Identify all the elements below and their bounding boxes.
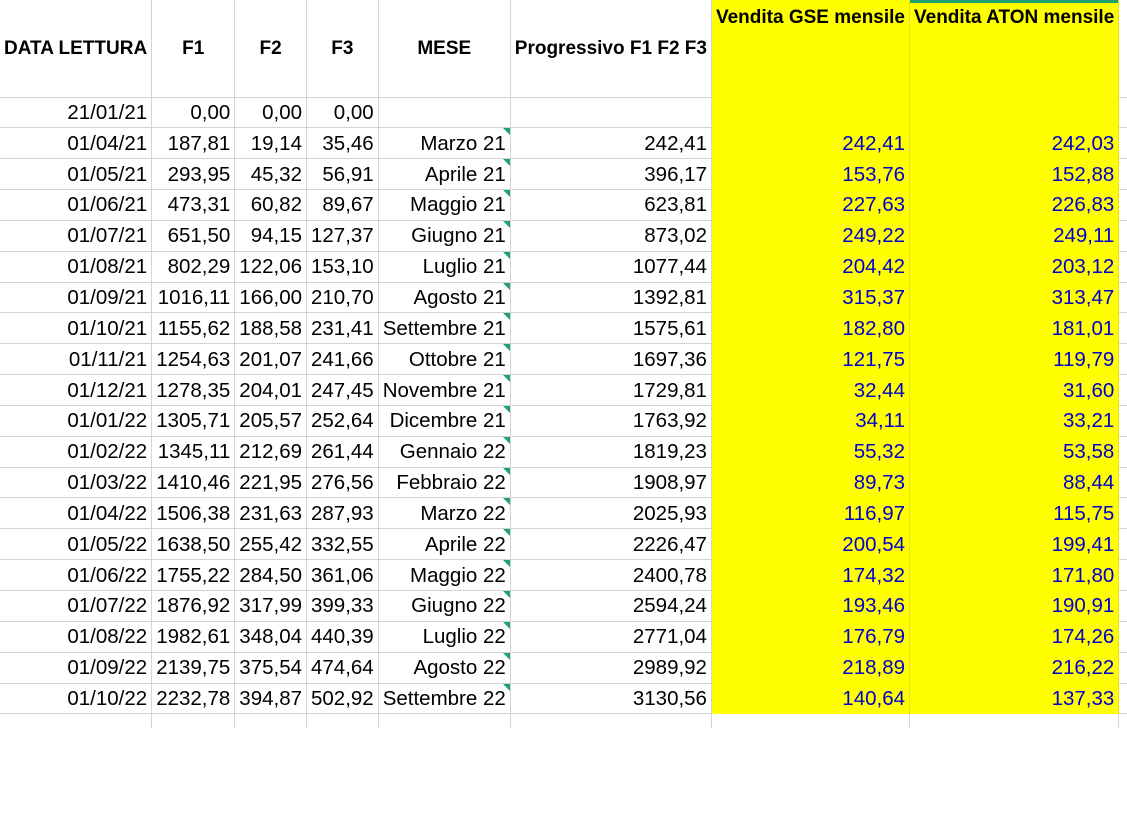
cell-progressivo[interactable]: 623,81 bbox=[510, 190, 711, 221]
cell-f2[interactable]: 205,57 bbox=[235, 405, 307, 436]
cell-progressivo[interactable]: 1077,44 bbox=[510, 251, 711, 282]
cell-f3[interactable]: 361,06 bbox=[307, 560, 379, 591]
header-mese[interactable]: MESE bbox=[378, 0, 510, 97]
cell-mese[interactable]: Ottobre 21 bbox=[378, 344, 510, 375]
header-f2[interactable]: F2 bbox=[235, 0, 307, 97]
cell-vendita-gse[interactable]: 55,32 bbox=[711, 436, 909, 467]
cell-progressivo[interactable]: 242,41 bbox=[510, 128, 711, 159]
cell-f1[interactable]: 1278,35 bbox=[152, 375, 235, 406]
cell-vendita-gse[interactable]: 153,76 bbox=[711, 159, 909, 190]
cell-mese[interactable]: Giugno 22 bbox=[378, 591, 510, 622]
cell-f2[interactable]: 19,14 bbox=[235, 128, 307, 159]
table-row bbox=[0, 128, 1127, 159]
cell-vendita-aton[interactable]: 88,44 bbox=[910, 467, 1119, 498]
comment-indicator-icon bbox=[503, 375, 510, 382]
cell-f1[interactable]: 1305,71 bbox=[152, 405, 235, 436]
cell-f2[interactable]: 201,07 bbox=[235, 344, 307, 375]
cell-mese[interactable]: Giugno 21 bbox=[378, 220, 510, 251]
cell-vendita-gse[interactable]: 200,54 bbox=[711, 529, 909, 560]
table-row bbox=[0, 529, 1127, 560]
cell-f2[interactable]: 284,50 bbox=[235, 560, 307, 591]
empty-cell[interactable] bbox=[235, 714, 307, 728]
table-row bbox=[0, 313, 1127, 344]
empty-cell[interactable] bbox=[1119, 621, 1127, 652]
table-row bbox=[0, 190, 1127, 221]
table-row bbox=[0, 436, 1127, 467]
empty-cell[interactable] bbox=[1119, 436, 1127, 467]
cell-f3[interactable]: 252,64 bbox=[307, 405, 379, 436]
cell-mese[interactable]: Aprile 21 bbox=[378, 159, 510, 190]
cell-vendita-gse[interactable]: 140,64 bbox=[711, 683, 909, 714]
cell-progressivo[interactable] bbox=[510, 97, 711, 128]
cell-vendita-aton[interactable]: 199,41 bbox=[910, 529, 1119, 560]
cell-mese[interactable]: Aprile 22 bbox=[378, 529, 510, 560]
cell-f3[interactable]: 231,41 bbox=[307, 313, 379, 344]
empty-cell[interactable] bbox=[711, 714, 909, 728]
table-row bbox=[0, 467, 1127, 498]
empty-cell[interactable] bbox=[1119, 159, 1127, 190]
cell-data-lettura[interactable]: 01/10/22 bbox=[0, 683, 152, 714]
cell-mese[interactable]: Agosto 22 bbox=[378, 652, 510, 683]
cell-mese[interactable]: Settembre 21 bbox=[378, 313, 510, 344]
table-row bbox=[0, 375, 1127, 406]
comment-indicator-icon bbox=[503, 529, 510, 536]
empty-cell[interactable] bbox=[1119, 190, 1127, 221]
comment-indicator-icon bbox=[503, 406, 510, 413]
cell-vendita-gse[interactable]: 34,11 bbox=[711, 405, 909, 436]
cell-mese[interactable]: Maggio 21 bbox=[378, 190, 510, 221]
table-row bbox=[0, 97, 1127, 128]
cell-f1[interactable]: 187,81 bbox=[152, 128, 235, 159]
comment-indicator-icon bbox=[503, 344, 510, 351]
cell-vendita-aton[interactable]: 171,80 bbox=[910, 560, 1119, 591]
cell-f2[interactable]: 394,87 bbox=[235, 683, 307, 714]
header-f1[interactable]: F1 bbox=[152, 0, 235, 97]
cell-progressivo[interactable]: 396,17 bbox=[510, 159, 711, 190]
cell-f2[interactable]: 188,58 bbox=[235, 313, 307, 344]
cell-data-lettura[interactable]: 01/07/21 bbox=[0, 220, 152, 251]
cell-vendita-gse[interactable]: 218,89 bbox=[711, 652, 909, 683]
table-row bbox=[0, 498, 1127, 529]
cell-progressivo[interactable]: 2594,24 bbox=[510, 591, 711, 622]
comment-indicator-icon bbox=[503, 498, 510, 505]
cell-vendita-aton[interactable]: 152,88 bbox=[910, 159, 1119, 190]
cell-mese[interactable]: Marzo 22 bbox=[378, 498, 510, 529]
cell-f1[interactable]: 0,00 bbox=[152, 97, 235, 128]
cell-vendita-aton[interactable]: 226,83 bbox=[910, 190, 1119, 221]
cell-f2[interactable]: 204,01 bbox=[235, 375, 307, 406]
comment-indicator-icon bbox=[503, 684, 510, 691]
cell-vendita-aton[interactable]: 31,60 bbox=[910, 375, 1119, 406]
cell-f2[interactable]: 0,00 bbox=[235, 97, 307, 128]
cell-vendita-aton[interactable]: 249,11 bbox=[910, 220, 1119, 251]
cell-vendita-aton[interactable]: 53,58 bbox=[910, 436, 1119, 467]
cell-f3[interactable]: 0,00 bbox=[307, 97, 379, 128]
comment-indicator-icon bbox=[503, 591, 510, 598]
empty-cell[interactable] bbox=[1119, 652, 1127, 683]
cell-vendita-aton[interactable]: 115,75 bbox=[910, 498, 1119, 529]
cell-data-lettura[interactable]: 01/08/22 bbox=[0, 621, 152, 652]
table-row bbox=[0, 159, 1127, 190]
cell-mese[interactable]: Agosto 21 bbox=[378, 282, 510, 313]
empty-cell[interactable] bbox=[1119, 529, 1127, 560]
empty-cell[interactable] bbox=[378, 714, 510, 728]
cell-f2[interactable]: 255,42 bbox=[235, 529, 307, 560]
cell-f1[interactable]: 802,29 bbox=[152, 251, 235, 282]
cell-mese[interactable]: Gennaio 22 bbox=[378, 436, 510, 467]
cell-f2[interactable]: 221,95 bbox=[235, 467, 307, 498]
empty-cell[interactable] bbox=[1119, 375, 1127, 406]
cell-vendita-aton[interactable]: 119,79 bbox=[910, 344, 1119, 375]
cell-vendita-aton[interactable]: 190,91 bbox=[910, 591, 1119, 622]
cell-progressivo[interactable]: 1697,36 bbox=[510, 344, 711, 375]
cell-vendita-gse[interactable]: 227,63 bbox=[711, 190, 909, 221]
cell-mese[interactable]: Marzo 21 bbox=[378, 128, 510, 159]
cell-data-lettura[interactable]: 01/12/21 bbox=[0, 375, 152, 406]
cell-vendita-aton[interactable]: 216,22 bbox=[910, 652, 1119, 683]
empty-cell[interactable] bbox=[910, 714, 1119, 728]
comment-indicator-icon bbox=[503, 622, 510, 629]
cell-vendita-gse[interactable]: 121,75 bbox=[711, 344, 909, 375]
cell-progressivo[interactable]: 2025,93 bbox=[510, 498, 711, 529]
cell-data-lettura[interactable]: 01/05/22 bbox=[0, 529, 152, 560]
empty-cell[interactable] bbox=[1119, 344, 1127, 375]
cell-f3[interactable]: 89,67 bbox=[307, 190, 379, 221]
comment-indicator-icon bbox=[503, 221, 510, 228]
cell-data-lettura[interactable]: 01/03/22 bbox=[0, 467, 152, 498]
empty-cell[interactable] bbox=[1119, 282, 1127, 313]
empty-cell[interactable] bbox=[1119, 128, 1127, 159]
cell-f3[interactable]: 261,44 bbox=[307, 436, 379, 467]
cell-progressivo[interactable]: 2226,47 bbox=[510, 529, 711, 560]
cell-f1[interactable]: 1410,46 bbox=[152, 467, 235, 498]
cell-f3[interactable]: 127,37 bbox=[307, 220, 379, 251]
cell-data-lettura[interactable]: 01/07/22 bbox=[0, 591, 152, 622]
cell-progressivo[interactable]: 1908,97 bbox=[510, 467, 711, 498]
cell-f3[interactable]: 287,93 bbox=[307, 498, 379, 529]
table-row bbox=[0, 621, 1127, 652]
cell-progressivo[interactable]: 1392,81 bbox=[510, 282, 711, 313]
cell-data-lettura[interactable]: 01/02/22 bbox=[0, 436, 152, 467]
empty-cell[interactable] bbox=[1119, 0, 1127, 97]
empty-cell[interactable] bbox=[1119, 313, 1127, 344]
cell-f1[interactable]: 1506,38 bbox=[152, 498, 235, 529]
cell-data-lettura[interactable]: 01/06/22 bbox=[0, 560, 152, 591]
cell-progressivo[interactable]: 1729,81 bbox=[510, 375, 711, 406]
cell-vendita-aton[interactable]: 242,03 bbox=[910, 128, 1119, 159]
cell-vendita-gse[interactable]: 89,73 bbox=[711, 467, 909, 498]
table-row bbox=[0, 560, 1127, 591]
cell-mese[interactable]: Luglio 21 bbox=[378, 251, 510, 282]
cell-vendita-gse[interactable]: 174,32 bbox=[711, 560, 909, 591]
cell-data-lettura[interactable]: 01/09/21 bbox=[0, 282, 152, 313]
header-vendita-gse[interactable]: Vendita GSE mensile bbox=[711, 0, 909, 97]
cell-f3[interactable]: 502,92 bbox=[307, 683, 379, 714]
cell-f3[interactable]: 332,55 bbox=[307, 529, 379, 560]
cell-mese[interactable]: Dicembre 21 bbox=[378, 405, 510, 436]
header-row bbox=[0, 0, 1127, 97]
cell-f3[interactable]: 56,91 bbox=[307, 159, 379, 190]
comment-indicator-icon bbox=[503, 283, 510, 290]
cell-mese[interactable]: Novembre 21 bbox=[378, 375, 510, 406]
cell-f3[interactable]: 35,46 bbox=[307, 128, 379, 159]
empty-cell[interactable] bbox=[1119, 220, 1127, 251]
empty-cell[interactable] bbox=[1119, 560, 1127, 591]
cell-mese[interactable]: Settembre 22 bbox=[378, 683, 510, 714]
table-row bbox=[0, 251, 1127, 282]
cell-vendita-gse[interactable] bbox=[711, 97, 909, 128]
empty-cell[interactable] bbox=[307, 714, 379, 728]
table-row bbox=[0, 220, 1127, 251]
header-f3[interactable]: F3 bbox=[307, 0, 379, 97]
comment-indicator-icon bbox=[503, 437, 510, 444]
cell-vendita-gse[interactable]: 249,22 bbox=[711, 220, 909, 251]
comment-indicator-icon bbox=[503, 159, 510, 166]
cell-data-lettura[interactable]: 01/09/22 bbox=[0, 652, 152, 683]
cell-f1[interactable]: 1254,63 bbox=[152, 344, 235, 375]
cell-data-lettura[interactable]: 01/04/21 bbox=[0, 128, 152, 159]
cell-vendita-aton[interactable]: 313,47 bbox=[910, 282, 1119, 313]
table-row bbox=[0, 591, 1127, 622]
cell-progressivo[interactable]: 1819,23 bbox=[510, 436, 711, 467]
cell-mese[interactable] bbox=[378, 97, 510, 128]
cell-vendita-gse[interactable]: 315,37 bbox=[711, 282, 909, 313]
cell-f1[interactable]: 1155,62 bbox=[152, 313, 235, 344]
cell-f2[interactable]: 212,69 bbox=[235, 436, 307, 467]
table-row bbox=[0, 714, 1127, 728]
cell-f3[interactable]: 276,56 bbox=[307, 467, 379, 498]
cell-f3[interactable]: 440,39 bbox=[307, 621, 379, 652]
cell-f3[interactable]: 399,33 bbox=[307, 591, 379, 622]
cell-data-lettura[interactable]: 21/01/21 bbox=[0, 97, 152, 128]
comment-indicator-icon bbox=[503, 128, 510, 135]
cell-f2[interactable]: 45,32 bbox=[235, 159, 307, 190]
cell-f1[interactable]: 1982,61 bbox=[152, 621, 235, 652]
comment-indicator-icon bbox=[503, 653, 510, 660]
cell-vendita-gse[interactable]: 242,41 bbox=[711, 128, 909, 159]
cell-vendita-aton[interactable]: 174,26 bbox=[910, 621, 1119, 652]
cell-f3[interactable]: 247,45 bbox=[307, 375, 379, 406]
table-row bbox=[0, 405, 1127, 436]
empty-cell[interactable] bbox=[1119, 591, 1127, 622]
cell-f1[interactable]: 2232,78 bbox=[152, 683, 235, 714]
cell-f1[interactable]: 1876,92 bbox=[152, 591, 235, 622]
header-data-lettura[interactable]: DATA LETTURA bbox=[0, 0, 152, 97]
cell-f3[interactable]: 153,10 bbox=[307, 251, 379, 282]
cell-vendita-gse[interactable]: 32,44 bbox=[711, 375, 909, 406]
cell-f1[interactable]: 1638,50 bbox=[152, 529, 235, 560]
cell-f3[interactable]: 241,66 bbox=[307, 344, 379, 375]
cell-progressivo[interactable]: 1575,61 bbox=[510, 313, 711, 344]
cell-f1[interactable]: 293,95 bbox=[152, 159, 235, 190]
empty-cell[interactable] bbox=[1119, 467, 1127, 498]
comment-indicator-icon bbox=[503, 560, 510, 567]
cell-mese[interactable]: Luglio 22 bbox=[378, 621, 510, 652]
cell-f2[interactable]: 348,04 bbox=[235, 621, 307, 652]
cell-f1[interactable]: 473,31 bbox=[152, 190, 235, 221]
cell-f2[interactable]: 94,15 bbox=[235, 220, 307, 251]
cell-f2[interactable]: 375,54 bbox=[235, 652, 307, 683]
empty-cell[interactable] bbox=[1119, 498, 1127, 529]
cell-progressivo[interactable]: 3130,56 bbox=[510, 683, 711, 714]
empty-cell[interactable] bbox=[510, 714, 711, 728]
cell-vendita-aton[interactable]: 137,33 bbox=[910, 683, 1119, 714]
comment-indicator-icon bbox=[503, 252, 510, 259]
cell-data-lettura[interactable]: 01/10/21 bbox=[0, 313, 152, 344]
cell-mese[interactable]: Febbraio 22 bbox=[378, 467, 510, 498]
empty-cell[interactable] bbox=[0, 714, 152, 728]
table-row bbox=[0, 683, 1127, 714]
cell-vendita-gse[interactable]: 176,79 bbox=[711, 621, 909, 652]
cell-vendita-aton[interactable]: 33,21 bbox=[910, 405, 1119, 436]
cell-vendita-gse[interactable]: 116,97 bbox=[711, 498, 909, 529]
empty-cell[interactable] bbox=[152, 714, 235, 728]
cell-data-lettura[interactable]: 01/11/21 bbox=[0, 344, 152, 375]
cell-vendita-aton[interactable] bbox=[910, 97, 1119, 128]
cell-f1[interactable]: 1016,11 bbox=[152, 282, 235, 313]
table-row bbox=[0, 282, 1127, 313]
cell-data-lettura[interactable]: 01/01/22 bbox=[0, 405, 152, 436]
cell-data-lettura[interactable]: 01/06/21 bbox=[0, 190, 152, 221]
cell-vendita-aton[interactable]: 181,01 bbox=[910, 313, 1119, 344]
cell-f3[interactable]: 474,64 bbox=[307, 652, 379, 683]
cell-f2[interactable]: 317,99 bbox=[235, 591, 307, 622]
empty-cell[interactable] bbox=[1119, 714, 1127, 728]
cell-f2[interactable]: 122,06 bbox=[235, 251, 307, 282]
cell-f1[interactable]: 1345,11 bbox=[152, 436, 235, 467]
empty-cell[interactable] bbox=[1119, 405, 1127, 436]
empty-cell[interactable] bbox=[1119, 683, 1127, 714]
table-row bbox=[0, 344, 1127, 375]
cell-f1[interactable]: 651,50 bbox=[152, 220, 235, 251]
cell-vendita-aton[interactable]: 203,12 bbox=[910, 251, 1119, 282]
empty-cell[interactable] bbox=[1119, 251, 1127, 282]
empty-cell[interactable] bbox=[1119, 97, 1127, 128]
cell-f2[interactable]: 231,63 bbox=[235, 498, 307, 529]
header-vendita-aton[interactable]: Vendita ATON mensile bbox=[910, 0, 1119, 97]
table-row bbox=[0, 652, 1127, 683]
comment-indicator-icon bbox=[503, 468, 510, 475]
cell-vendita-gse[interactable]: 182,80 bbox=[711, 313, 909, 344]
cell-vendita-gse[interactable]: 193,46 bbox=[711, 591, 909, 622]
cell-progressivo[interactable]: 873,02 bbox=[510, 220, 711, 251]
cell-f2[interactable]: 166,00 bbox=[235, 282, 307, 313]
cell-f2[interactable]: 60,82 bbox=[235, 190, 307, 221]
cell-data-lettura[interactable]: 01/05/21 bbox=[0, 159, 152, 190]
comment-indicator-icon bbox=[503, 190, 510, 197]
cell-progressivo[interactable]: 2989,92 bbox=[510, 652, 711, 683]
cell-progressivo[interactable]: 2400,78 bbox=[510, 560, 711, 591]
cell-f1[interactable]: 1755,22 bbox=[152, 560, 235, 591]
cell-data-lettura[interactable]: 01/04/22 bbox=[0, 498, 152, 529]
cell-vendita-gse[interactable]: 204,42 bbox=[711, 251, 909, 282]
header-progressivo[interactable]: Progressivo F1 F2 F3 bbox=[510, 0, 711, 97]
cell-data-lettura[interactable]: 01/08/21 bbox=[0, 251, 152, 282]
cell-mese[interactable]: Maggio 22 bbox=[378, 560, 510, 591]
cell-progressivo[interactable]: 2771,04 bbox=[510, 621, 711, 652]
cell-f3[interactable]: 210,70 bbox=[307, 282, 379, 313]
cell-progressivo[interactable]: 1763,92 bbox=[510, 405, 711, 436]
comment-indicator-icon bbox=[503, 313, 510, 320]
cell-f1[interactable]: 2139,75 bbox=[152, 652, 235, 683]
